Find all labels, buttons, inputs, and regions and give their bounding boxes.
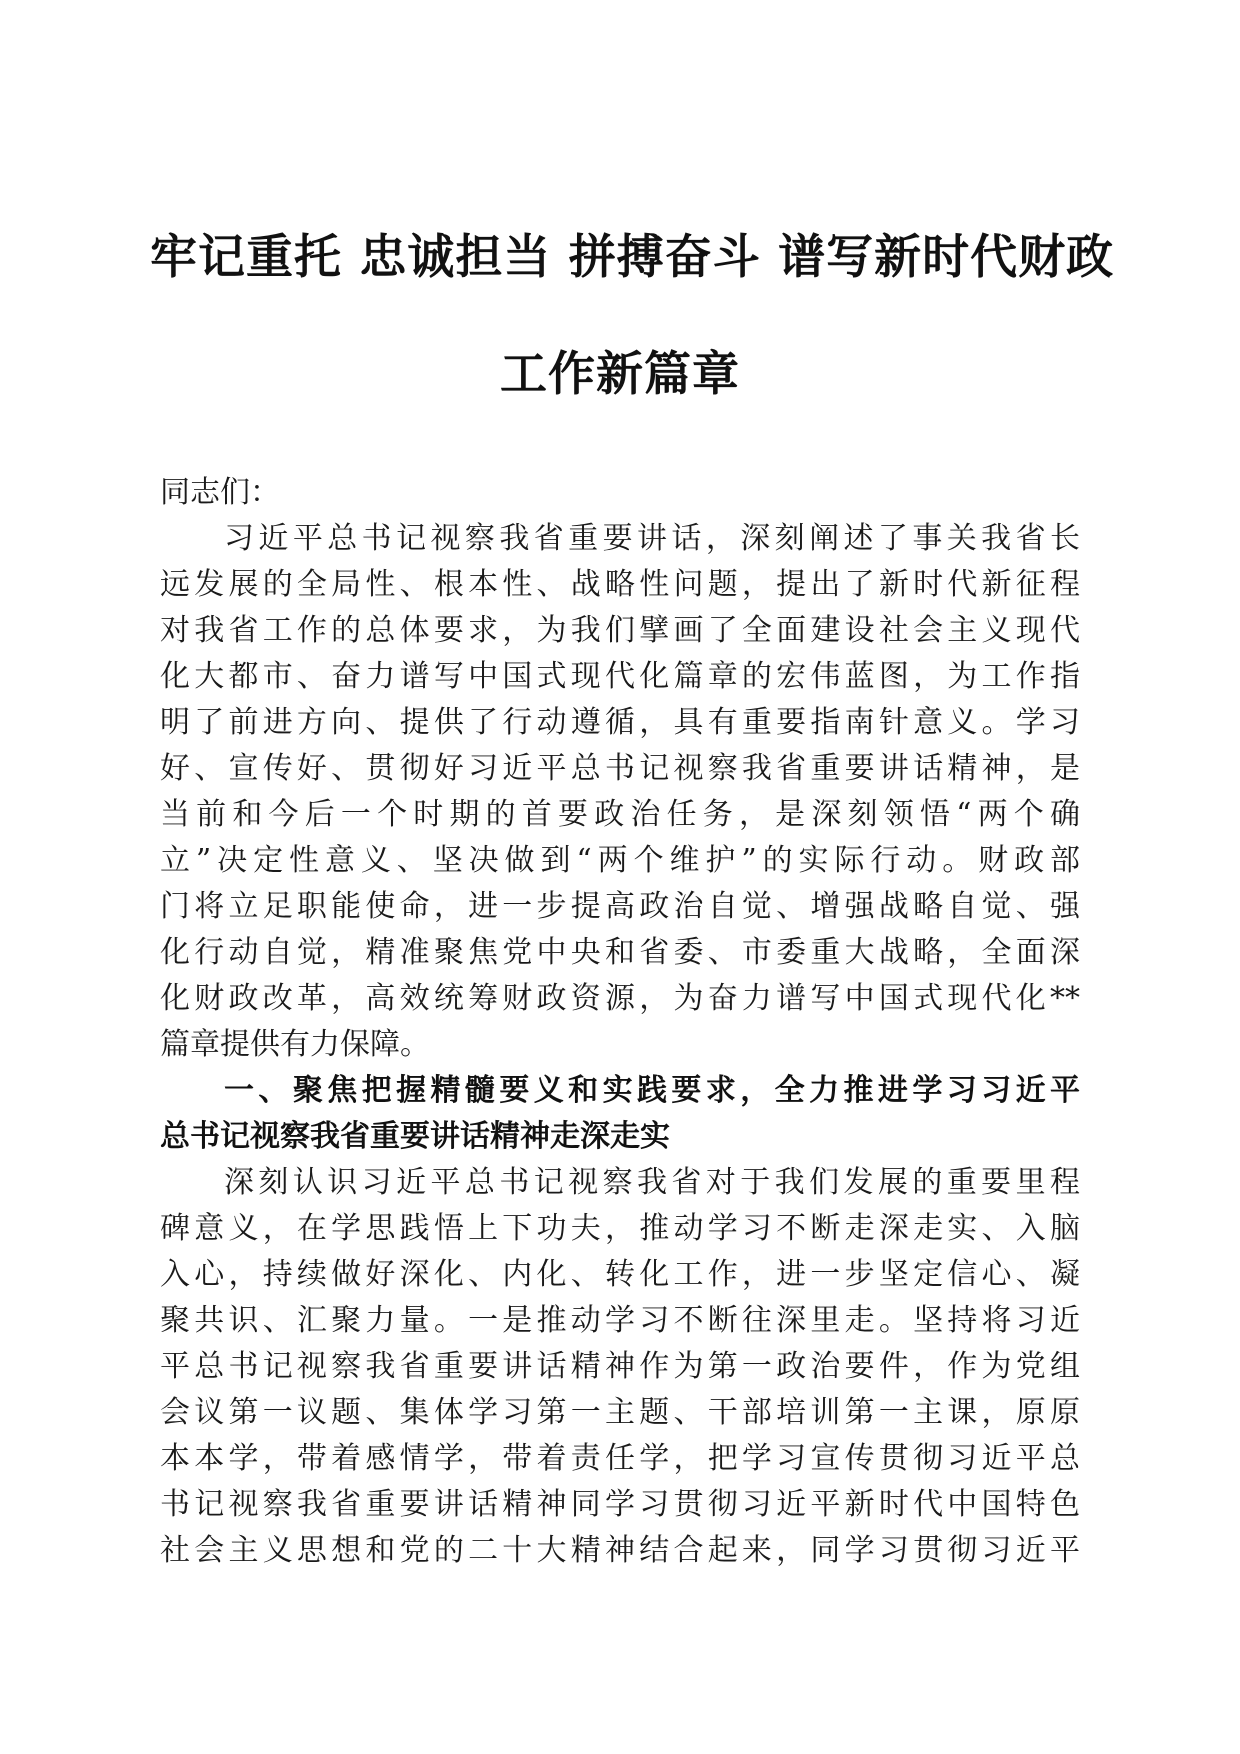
paragraph-line: 化大都市、奋力谱写中国式现代化篇章的宏伟蓝图，为工作指 xyxy=(160,659,1080,694)
paragraph-line: 深刻认识习近平总书记视察我省对于我们发展的重要里程 xyxy=(224,1165,1080,1200)
paragraph-line: 习近平总书记视察我省重要讲话，深刻阐述了事关我省长 xyxy=(224,521,1080,556)
section-heading-1 xyxy=(160,1068,1080,1160)
document-title-line-2: 工作新篇章 xyxy=(500,347,740,402)
paragraph-line: 远发展的全局性、根本性、战略性问题，提出了新时代新征程 xyxy=(160,567,1080,602)
paragraph-line: 立”决定性意义、坚决做到“两个维护”的实际行动。财政部 xyxy=(160,843,1080,878)
paragraph-line: 书记视察我省重要讲话精神同学习贯彻习近平新时代中国特色 xyxy=(160,1487,1080,1522)
document-title-line-1: 牢记重托 忠诚担当 拼搏奋斗 谱写新时代财政 xyxy=(150,230,1115,285)
paragraph-line: 门将立足职能使命，进一步提高政治自觉、增强战略自觉、强 xyxy=(160,889,1080,924)
paragraph-line: 平总书记视察我省重要讲话精神作为第一政治要件，作为党组 xyxy=(160,1349,1080,1384)
paragraph-line: 化行动自觉，精准聚焦党中央和省委、市委重大战略，全面深 xyxy=(160,935,1080,970)
paragraph-line: 篇章提供有力保障。 xyxy=(160,1027,430,1062)
paragraph-line: 化财政改革，高效统筹财政资源，为奋力谱写中国式现代化** xyxy=(160,981,1080,1016)
heading-line: 总书记视察我省重要讲话精神走深走实 xyxy=(160,1119,670,1154)
paragraph-line: 明了前进方向、提供了行动遵循，具有重要指南针意义。学习 xyxy=(160,705,1080,740)
paragraph-line: 聚共识、汇聚力量。一是推动学习不断往深里走。坚持将习近 xyxy=(160,1303,1080,1338)
paragraph-line: 当前和今后一个时期的首要政治任务，是深刻领悟“两个确 xyxy=(160,797,1080,832)
paragraph-line: 社会主义思想和党的二十大精神结合起来，同学习贯彻习近平 xyxy=(160,1533,1080,1568)
paragraph-2 xyxy=(160,1160,1080,1574)
salutation: 同志们： xyxy=(160,475,280,510)
paragraph-1 xyxy=(160,516,1080,1068)
paragraph-line: 会议第一议题、集体学习第一主题、干部培训第一主课，原原 xyxy=(160,1395,1080,1430)
heading-line: 一、聚焦把握精髓要义和实践要求，全力推进学习习近平 xyxy=(224,1073,1080,1108)
paragraph-line: 入心，持续做好深化、内化、转化工作，进一步坚定信心、凝 xyxy=(160,1257,1080,1292)
document-body xyxy=(160,470,1080,1574)
paragraph-line: 本本学，带着感情学，带着责任学，把学习宣传贯彻习近平总 xyxy=(160,1441,1080,1476)
paragraph-line: 对我省工作的总体要求，为我们擘画了全面建设社会主义现代 xyxy=(160,613,1080,648)
paragraph-line: 好、宣传好、贯彻好习近平总书记视察我省重要讲话精神，是 xyxy=(160,751,1080,786)
paragraph-line: 碑意义，在学思践悟上下功夫，推动学习不断走深走实、入脑 xyxy=(160,1211,1080,1246)
